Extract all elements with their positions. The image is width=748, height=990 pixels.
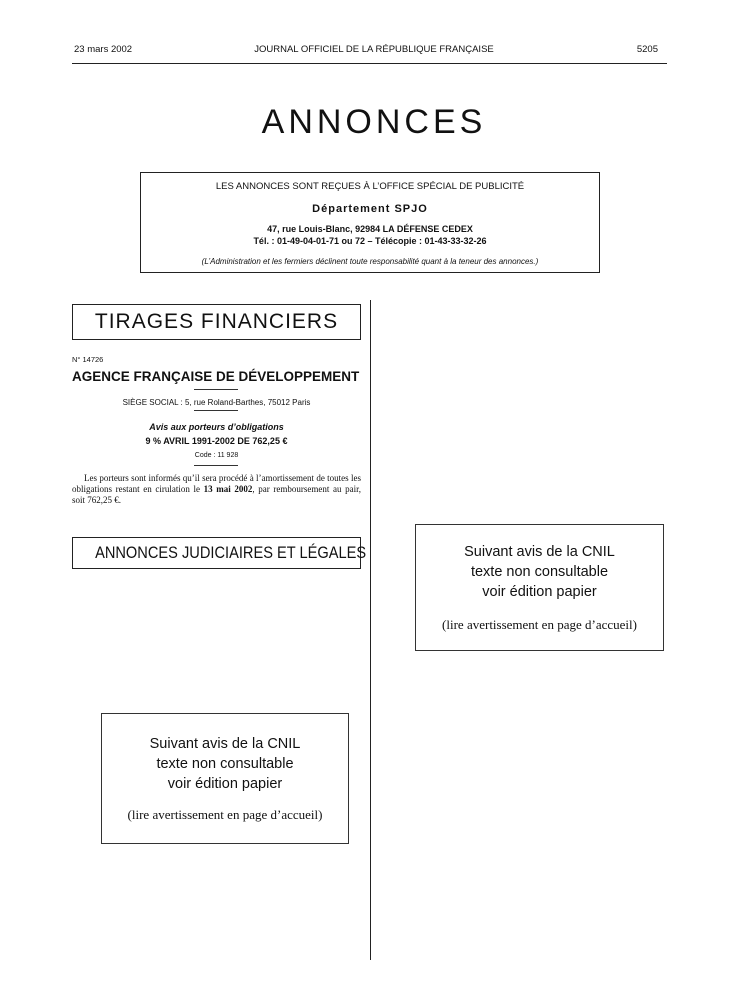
column-divider [370, 300, 371, 960]
section-heading-tirages: TIRAGES FINANCIERS [72, 304, 361, 340]
notice-body-date: 13 mai 2002 [203, 484, 253, 494]
box-border-bottom [415, 650, 664, 651]
cnil-line-2: texte non consultable [156, 756, 294, 772]
section-heading-judiciaires-label: ANNONCES JUDICIAIRES ET LÉGALES [95, 543, 367, 562]
notice-agency: AGENCE FRANÇAISE DE DÉVELOPPEMENT [72, 369, 360, 384]
box-border-top [101, 713, 349, 714]
cnil-note: (lire avertissement en page d’accueil) [442, 617, 637, 632]
section-heading-judiciaires [72, 537, 367, 569]
box-border-top [415, 524, 664, 525]
separator-rule [194, 465, 238, 466]
header-journal-title: JOURNAL OFFICIEL DE LA RÉPUBLIQUE FRANÇAISE [254, 44, 494, 55]
separator-rule [194, 410, 238, 411]
department-name: Département SPJO [312, 203, 428, 215]
separator-rule [194, 389, 238, 390]
cnil-line-2: texte non consultable [470, 564, 609, 580]
notice-body-part2: , par remboursement au pair, soit 762,25 €. [72, 484, 362, 505]
cnil-note: (lire avertissement en page d’accueil) [127, 807, 323, 822]
notice-subject: Avis aux porteurs d’obligations [149, 422, 284, 432]
notice-body [72, 473, 361, 506]
header-page-number: 5205 [636, 44, 658, 55]
notice-number: N° 14726 [72, 355, 104, 364]
cnil-line-1: Suivant avis de la CNIL [464, 544, 615, 560]
page-title: ANNONCES [261, 103, 487, 141]
notice-head-office: SIÈGE SOCIAL : 5, rue Roland-Barthes, 75012 Paris [122, 398, 311, 407]
publication-office-box [140, 172, 600, 273]
box-border-bottom [101, 843, 349, 844]
cnil-line-1: Suivant avis de la CNIL [149, 736, 301, 752]
office-phone: Tél. : 01-49-04-01-71 ou 72 – Télécopie : 01-43-33-32-26 [253, 236, 487, 246]
cnil-line-3: voir édition papier [482, 584, 597, 600]
header-divider [72, 63, 667, 64]
cnil-notice-box [101, 713, 349, 844]
notice-bond: 9 % AVRIL 1991-2002 DE 762,25 € [145, 436, 288, 446]
office-address: 47, rue Louis-Blanc, 92984 LA DÉFENSE CEDEX [267, 224, 473, 234]
header-date: 23 mars 2002 [74, 44, 133, 55]
disclaimer: (L’Administration et les fermiers déclinent toute responsabilité quant à la teneur des annonces.) [201, 257, 539, 266]
notice-code: Code : 11 928 [194, 452, 239, 459]
cnil-notice-box [415, 524, 664, 651]
office-line: LES ANNONCES SONT REÇUES À L’OFFICE SPÉCIAL DE PUBLICITÉ [215, 181, 525, 192]
cnil-line-3: voir édition papier [167, 776, 283, 792]
notice-body-part1: Les porteurs sont informés qu’il sera procédé à l’amortissement de toutes les obligations restant en cirulation le [72, 473, 361, 494]
